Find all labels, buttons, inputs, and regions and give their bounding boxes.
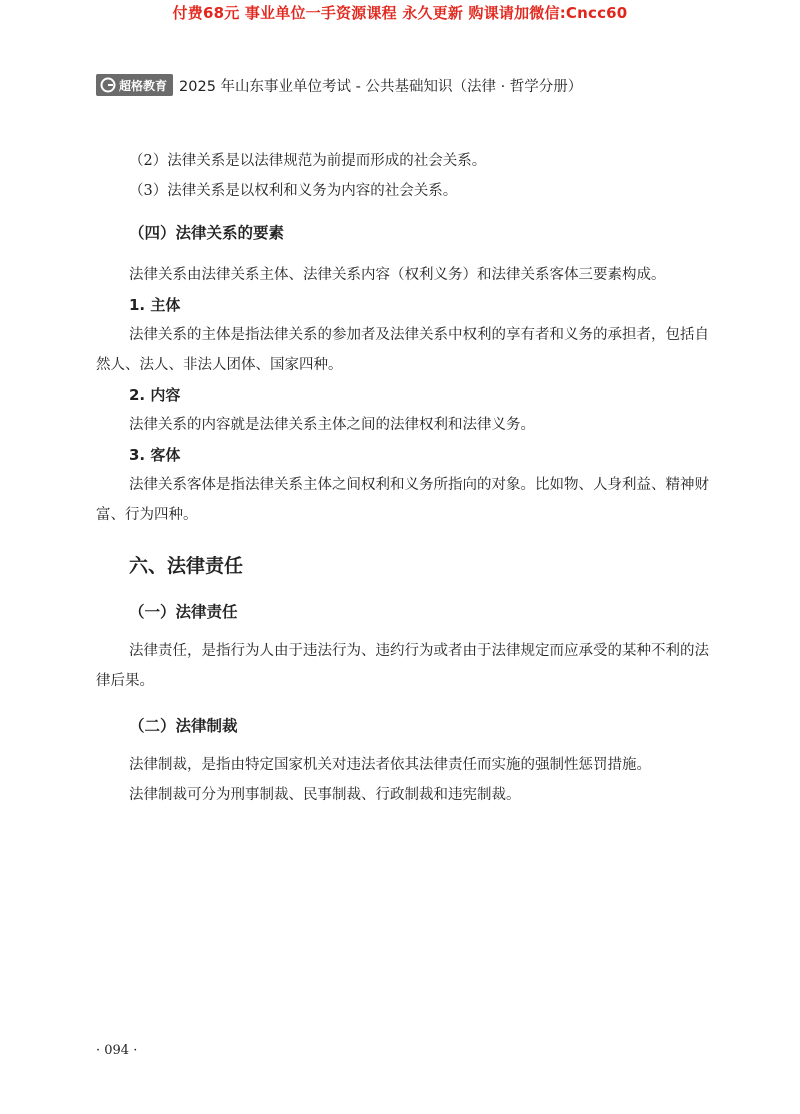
paragraph-sanction-types: 法律制裁可分为刑事制裁、民事制裁、行政制裁和违宪制裁。 <box>129 787 521 803</box>
paragraph-subject: 法律关系的主体是指法律关系的参加者及法律关系中权利的享有者和义务的承担者，包括自然人、法人、非法人团体、国家四种。 <box>96 327 709 373</box>
section-heading-sanction: （二）法律制裁 <box>129 717 238 735</box>
subheading-object: 3. 客体 <box>129 446 181 464</box>
logo-g-icon <box>100 77 116 93</box>
chapter-heading-legal-liability: 六、法律责任 <box>129 555 244 577</box>
header-title: 2025 年山东事业单位考试 - 公共基础知识（法律 · 哲学分册） <box>179 78 583 95</box>
list-item-3: （3）法律关系是以权利和义务为内容的社会关系。 <box>129 183 458 199</box>
subheading-subject: 1. 主体 <box>129 296 181 314</box>
publisher-logo <box>96 74 173 96</box>
paragraph-elements-intro: 法律关系由法律关系主体、法律关系内容（权利义务）和法律关系客体三要素构成。 <box>129 267 666 283</box>
section-heading-liability: （一）法律责任 <box>129 603 238 621</box>
promo-banner: 付费68元 事业单位一手资源课程 永久更新 购课请加微信:Cncc60 <box>172 4 628 22</box>
subheading-content: 2. 内容 <box>129 386 181 404</box>
page-content <box>96 146 716 810</box>
list-item-2: （2）法律关系是以法律规范为前提而形成的社会关系。 <box>129 153 487 169</box>
section-heading-elements: （四）法律关系的要素 <box>129 224 285 242</box>
paragraph-sanction-definition: 法律制裁，是指由特定国家机关对违法者依其法律责任而实施的强制性惩罚措施。 <box>129 757 651 773</box>
paragraph-liability: 法律责任，是指行为人由于违法行为、违约行为或者由于法律规定而应承受的某种不利的法律后果。 <box>96 643 709 689</box>
paragraph-content: 法律关系的内容就是法律关系主体之间的法律权利和法律义务。 <box>129 417 535 433</box>
page-number: · 094 · <box>96 1043 138 1058</box>
logo-text: 超格教育 <box>119 78 168 93</box>
page-header <box>96 74 582 96</box>
paragraph-object: 法律关系客体是指法律关系主体之间权利和义务所指向的对象。比如物、人身利益、精神财富、行为四种。 <box>96 477 709 523</box>
